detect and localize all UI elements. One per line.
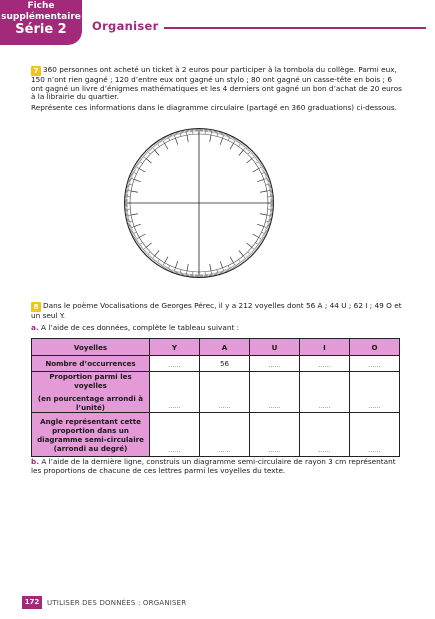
header-o: O [350,339,400,356]
graduation-tick [127,184,132,185]
row-label-angle: Angle représentant cette proportion dans un diagramme semi-circulaire (arrondi au degré) [32,413,150,457]
cell: …… [200,413,250,457]
exercise-7-badge-icon: 7 [31,66,41,76]
radial-mark [165,143,169,149]
graduation-tick [266,221,271,222]
table-row [32,356,400,372]
cell: …… [250,413,300,457]
radial-mark [246,243,251,248]
graduation-tick [211,130,212,135]
graduation-tick [186,271,187,276]
radial-mark [257,179,264,181]
radial-mark [230,257,234,263]
graduation-tick [151,256,155,260]
header-i: I [300,339,350,356]
graduation-tick [267,215,272,216]
graduation-tick [146,252,150,256]
cell: …… [300,413,350,457]
graduation-tick [142,155,146,159]
graduation-tick [259,238,264,241]
exercise-8-text: 8 Dans le poème Vocalisations de Georges Pérec, il y a 212 voyelles dont 56 A ; 44 U ; 62 I ; 49 O et un seul Y. [31,301,402,320]
graduation-tick [211,271,212,276]
cell: 56 [200,356,250,372]
radial-mark [134,179,141,181]
header-a: A [200,339,250,356]
graduation-tick [256,243,261,246]
graduation-tick [127,221,132,222]
exercise-8-part-b: b. A l’aide de la dernière ligne, construis un diagramme semi-circulaire de rayon 3 cm représentant les proportions de chacune de ces lettres parmi les voyelles du texte. [31,457,396,475]
graduation-tick [248,252,252,256]
graduation-tick [266,184,271,185]
radial-mark [210,264,211,271]
graduation-tick [248,150,252,154]
radial-mark [165,257,169,263]
row-label-occurrences: Nombre d’occurrences [32,356,150,372]
radial-mark [260,214,267,215]
graduation-tick [134,166,139,169]
exercise-7-text: 7 360 personnes ont acheté un ticket à 2 euros pour participer à la tombola du collège. Parmi eux, 150 n’ont rien gagné ; 120 d’entre eux ont gagné un stylo ; 80 ont gagné un casse-tête en bois ; 6 ont gagné un livre d’énigmes mathématiques et les 4 derniers ont gagné un bon d’achat de 20 euros à la librairie du quartier. [31,65,402,102]
tab-label-supplementaire: supplémentaire [1,12,81,22]
graduation-tick [186,130,187,135]
tab-label-fiche: Fiche [27,1,55,11]
radial-mark [260,191,267,192]
graduation-tick [162,263,165,268]
cell: …… [300,356,350,372]
radial-mark [230,143,234,149]
graduation-tick [256,160,261,163]
radial-mark [139,169,145,173]
radial-mark [146,243,151,248]
graduation-tick [239,260,242,265]
graduation-tick [126,190,131,191]
graduation-tick [217,131,218,136]
radial-mark [220,261,222,268]
cell: …… [250,372,300,413]
page-number: 172 [22,596,42,609]
graduation-tick [180,131,181,136]
radial-mark [220,138,222,145]
row-label-proportion: Proportion parmi les voyelles (en pourcentage arrondi à l’unité) [32,372,150,413]
radial-mark [131,214,138,215]
radial-mark [246,159,251,164]
graduation-tick [243,256,247,260]
radial-mark [187,264,188,271]
graduation-tick [217,270,218,275]
graduation-tick [243,146,247,150]
radial-mark [187,135,188,142]
exercise-8-part-a: a. A l’aide de ces données, complète le tableau suivant : [31,323,240,332]
header-y: Y [150,339,200,356]
graduation-tick [252,247,256,251]
cell: …… [200,372,250,413]
radial-mark [155,150,160,155]
header-u: U [250,339,300,356]
cell: …… [150,356,200,372]
graduation-tick [151,146,155,150]
table-row [32,372,400,413]
graduation-tick [146,150,150,154]
radial-mark [131,191,138,192]
radial-mark [210,135,211,142]
header-voyelles: Voyelles [32,339,150,356]
graduation-tick [180,270,181,275]
radial-mark [134,224,141,226]
graduation-tick [138,243,143,246]
exercise-8-badge-icon: 8 [31,302,41,312]
graduation-tick [259,166,264,169]
graduation-tick [252,155,256,159]
radial-mark [155,250,160,255]
radial-mark [239,250,244,255]
graduation-tick [234,138,237,143]
radial-mark [175,261,177,268]
radial-mark [139,234,145,238]
footer-chapter: UTILISER DES DONNÉES : ORGANISER [47,599,187,607]
cell: …… [350,372,400,413]
cell: …… [250,356,300,372]
exercise-7-instruction: Représente ces informations dans le diagramme circulaire (partagé en 360 graduations) ci-dessous. [31,103,398,112]
vowels-table [31,338,400,457]
radial-mark [253,169,259,173]
cell: …… [350,356,400,372]
graduation-tick [142,247,146,251]
radial-mark [253,234,259,238]
graduation-tick [239,142,242,147]
tab-label-serie: Série 2 [15,22,67,37]
graduation-tick [138,160,143,163]
graduation-tick [267,190,272,191]
cell: …… [150,413,200,457]
radial-mark [257,224,264,226]
cell: …… [150,372,200,413]
radial-mark [146,159,151,164]
radial-mark [175,138,177,145]
graduation-tick [234,263,237,268]
page-title: Organiser [92,19,159,33]
radial-mark [239,150,244,155]
table-row [32,413,400,457]
table-header-row [32,339,400,356]
cell: …… [300,372,350,413]
graduation-tick [162,138,165,143]
graduation-tick [134,238,139,241]
graduation-tick [156,142,159,147]
graduation-tick [156,260,159,265]
cell: …… [350,413,400,457]
graduation-tick [126,215,131,216]
